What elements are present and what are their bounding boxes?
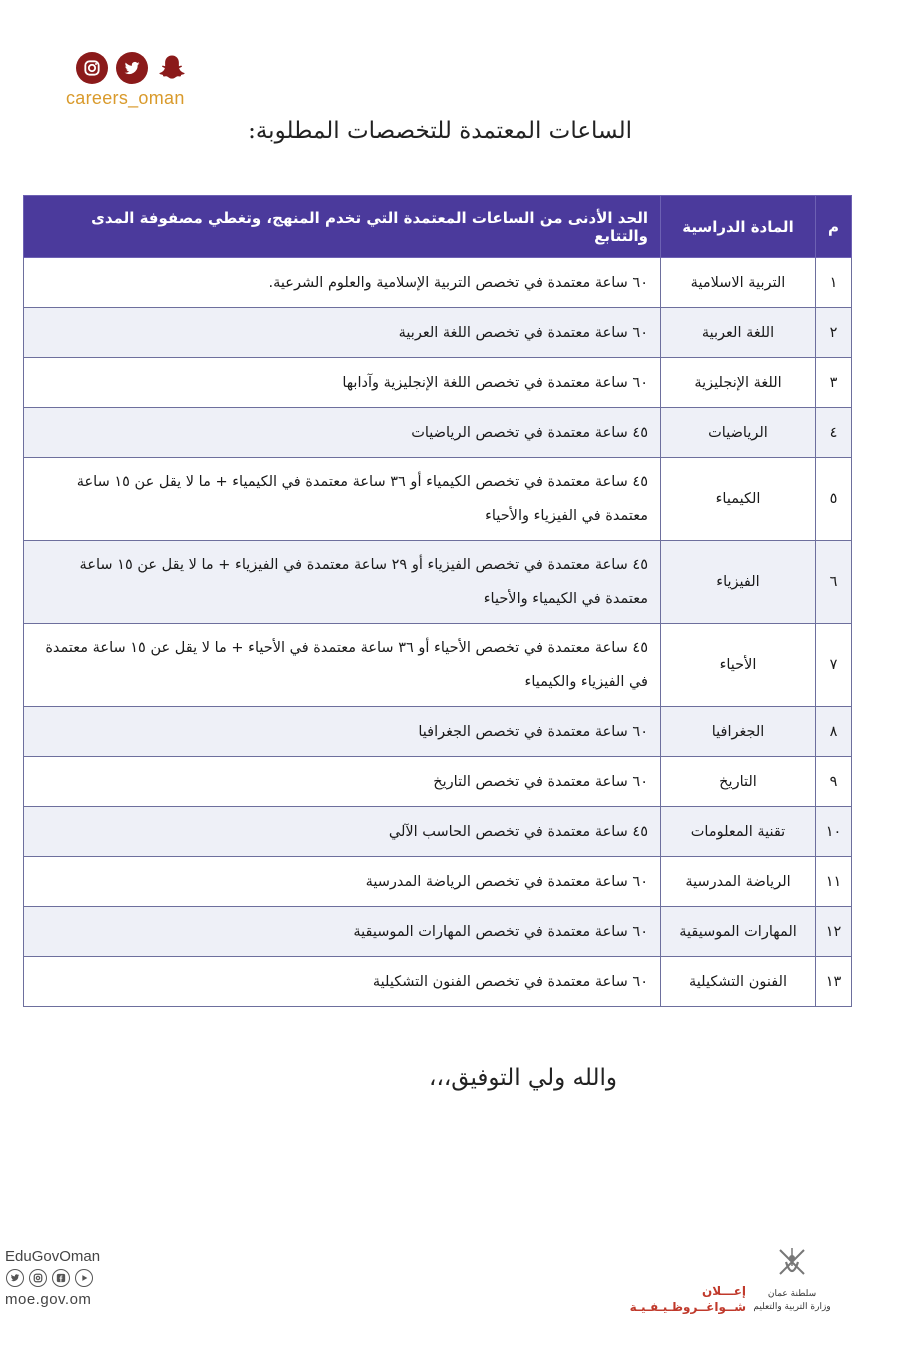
facebook-icon[interactable] xyxy=(52,1269,70,1287)
ministry-country: سلطنة عمان xyxy=(767,1289,817,1299)
header-num: م xyxy=(816,196,852,258)
row-requirement: ٦٠ ساعة معتمدة في تخصص اللغة العربية xyxy=(24,308,661,358)
credit-hours-table xyxy=(23,195,851,1007)
row-num: ١ xyxy=(816,258,852,308)
youtube-icon[interactable] xyxy=(75,1269,93,1287)
snapchat-icon[interactable] xyxy=(156,52,188,84)
row-num: ١١ xyxy=(816,857,852,907)
row-num: ٦ xyxy=(816,541,852,624)
row-subject: تقنية المعلومات xyxy=(661,807,816,857)
row-requirement: ٦٠ ساعة معتمدة في تخصص المهارات الموسيقية xyxy=(24,907,661,957)
row-subject: التاريخ xyxy=(661,757,816,807)
row-subject: الكيمياء xyxy=(661,458,816,541)
row-subject: التربية الاسلامية xyxy=(661,258,816,308)
job-ad-label xyxy=(629,1284,746,1314)
footer-account-name[interactable]: EduGovOman xyxy=(5,1248,101,1265)
closing-text: والله ولي التوفيق،،، xyxy=(429,1065,617,1091)
table-row xyxy=(24,757,852,807)
row-requirement: ٦٠ ساعة معتمدة في تخصص الفنون التشكيلية xyxy=(24,957,661,1007)
table-row xyxy=(24,258,852,308)
row-requirement: ٦٠ ساعة معتمدة في تخصص التربية الإسلامية والعلوم الشرعية. xyxy=(24,258,661,308)
table-row xyxy=(24,807,852,857)
row-num: ٤ xyxy=(816,408,852,458)
oman-emblem-icon xyxy=(772,1244,812,1284)
table-row xyxy=(24,857,852,907)
row-subject: الجغرافيا xyxy=(661,707,816,757)
row-num: ٣ xyxy=(816,358,852,408)
footer-website[interactable]: moe.gov.om xyxy=(5,1291,92,1308)
table-row xyxy=(24,541,852,624)
row-subject: الأحياء xyxy=(661,624,816,707)
row-requirement: ٤٥ ساعة معتمدة في تخصص الحاسب الآلي xyxy=(24,807,661,857)
table-row xyxy=(24,458,852,541)
table-row xyxy=(24,907,852,957)
twitter-icon[interactable] xyxy=(116,52,148,84)
ad-subtitle: شــواغــروظـيـفـيـة xyxy=(629,1300,746,1314)
ministry-logo xyxy=(752,1244,832,1314)
table-header-row xyxy=(24,196,852,258)
social-header xyxy=(66,52,206,109)
footer-social-icons xyxy=(6,1269,100,1287)
row-num: ٨ xyxy=(816,707,852,757)
row-requirement: ٤٥ ساعة معتمدة في تخصص الرياضيات xyxy=(24,408,661,458)
row-subject: المهارات الموسيقية xyxy=(661,907,816,957)
row-num: ١٠ xyxy=(816,807,852,857)
ad-title: إعـــلان xyxy=(702,1284,746,1298)
row-subject: اللغة العربية xyxy=(661,308,816,358)
table-row xyxy=(24,308,852,358)
row-requirement: ٦٠ ساعة معتمدة في تخصص اللغة الإنجليزية وآدابها xyxy=(24,358,661,408)
row-num: ٩ xyxy=(816,757,852,807)
table-row xyxy=(24,408,852,458)
page-title: الساعات المعتمدة للتخصصات المطلوبة: xyxy=(248,118,632,144)
row-subject: الرياضة المدرسية xyxy=(661,857,816,907)
row-subject: الفيزياء xyxy=(661,541,816,624)
header-requirement: الحد الأدنى من الساعات المعتمدة التي تخدم المنهج، وتغطي مصفوفة المدى والتتابع xyxy=(24,196,661,258)
row-requirement: ٦٠ ساعة معتمدة في تخصص الجغرافيا xyxy=(24,707,661,757)
row-num: ٢ xyxy=(816,308,852,358)
table-row xyxy=(24,358,852,408)
row-requirement: ٦٠ ساعة معتمدة في تخصص الرياضة المدرسية xyxy=(24,857,661,907)
header-subject: المادة الدراسية xyxy=(661,196,816,258)
row-num: ١٢ xyxy=(816,907,852,957)
row-subject: اللغة الإنجليزية xyxy=(661,358,816,408)
ministry-name: وزارة التربية والتعليم xyxy=(753,1302,831,1312)
table-row xyxy=(24,707,852,757)
social-handle[interactable]: careers_oman xyxy=(66,88,185,108)
row-num: ٧ xyxy=(816,624,852,707)
instagram-icon[interactable] xyxy=(29,1269,47,1287)
row-subject: الفنون التشكيلية xyxy=(661,957,816,1007)
twitter-icon[interactable] xyxy=(6,1269,24,1287)
row-requirement: ٤٥ ساعة معتمدة في تخصص الكيمياء أو ٣٦ ساعة معتمدة في الكيمياء + ما لا يقل عن ١٥ ساعة معتمدة في الفيزياء والأحياء xyxy=(24,458,661,541)
social-icons xyxy=(76,52,206,84)
row-num: ١٣ xyxy=(816,957,852,1007)
footer-left xyxy=(5,1248,100,1308)
table-row xyxy=(24,957,852,1007)
row-requirement: ٤٥ ساعة معتمدة في تخصص الأحياء أو ٣٦ ساعة معتمدة في الأحياء + ما لا يقل عن ١٥ ساعة معتمدة في الفيزياء والكيمياء xyxy=(24,624,661,707)
row-num: ٥ xyxy=(816,458,852,541)
row-requirement: ٦٠ ساعة معتمدة في تخصص التاريخ xyxy=(24,757,661,807)
row-subject: الرياضيات xyxy=(661,408,816,458)
row-requirement: ٤٥ ساعة معتمدة في تخصص الفيزياء أو ٢٩ ساعة معتمدة في الفيزياء + ما لا يقل عن ١٥ ساعة معتمدة في الكيمياء والأحياء xyxy=(24,541,661,624)
table-row xyxy=(24,624,852,707)
instagram-icon[interactable] xyxy=(76,52,108,84)
